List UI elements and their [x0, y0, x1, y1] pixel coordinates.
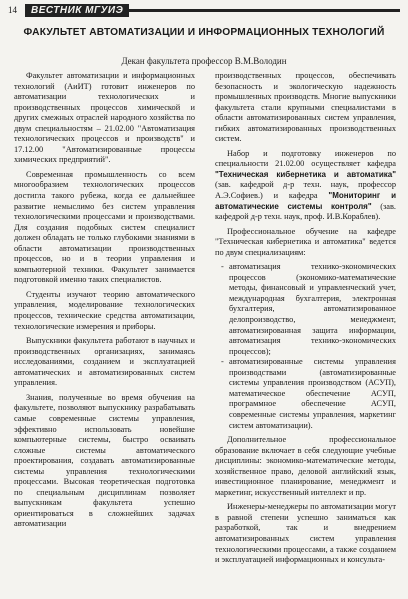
paragraph: Современная промышленность со всем многообразием технологических процессов достигла такого рубежа, когда ее дальнейшее развитие немыслимо без систем управления технологическими процессами и производствами. Для создания подобных систем специалист должен обладать не только глубокими знаниями в области автоматизации производственных процессов, но и в теории управления и компьютерной техники. Факультет занимается подготовкой именно таких специалистов.	[14, 169, 195, 285]
left-column	[14, 71, 195, 597]
paragraph: Студенты изучают теорию автоматического управления, моделирование технологических процессов, технические средства автоматизации, технологические измерения и приборы.	[14, 289, 195, 331]
text-run: (зав. кафедрой д-р техн. наук, профессор А.Э.Софиев.) и кафедра	[215, 180, 396, 201]
paragraph: Дополнительное профессиональное образование включает в себя следующие учебные дисциплины: экономико-математические методы, хозяйственное право, деловой английский язык, инвестиционное планирование, менеджмент и маркетинг, искусственный интеллект и пр.	[215, 435, 396, 497]
paragraph: Инженеры-менеджеры по автоматизации могут в равной степени успешно заниматься как разработкой, так и внедрением автоматизированных систем управления технологическими процессами, а также созданием и эксплуатацией информационных и консульта-	[215, 502, 396, 565]
journal-header	[8, 3, 400, 17]
paragraph: Выпускники факультета работают в научных и производственных организациях, занимаясь исследованиями, созданием и эксплуатацией автоматических и автоматизированных систем управления.	[14, 336, 195, 388]
article-dean-line: Декан факультета профессор В.М.Володин	[121, 56, 287, 66]
text-run: (зав. кафедрой д-р техн. наук, проф. И.В.Кораблев).	[215, 201, 396, 222]
list-item: - автоматизированные системы управления производствами (автоматизированные системы управления производством (АСУП), математическое обеспечение АСУП, программное обеспечение АСУП, современные системы управления, маркетинг систем автоматизации).	[229, 357, 396, 431]
specialization-list	[215, 262, 396, 431]
paragraph: Профессиональное обучение на кафедре "Техническая кибернетика и автоматика" ведется по двум специализациям:	[215, 226, 396, 257]
paragraph: Знания, полученные во время обучения на факультете, позволяют выпускнику разрабатывать самые современные системы управления, эффективно использовать новейшие компьютерные системы, быстро осваивать сложные системы автоматического проектирования, создавать автоматизированные системы управления технологическими процессами. Высокая теоретическая подготовка по специальным дисциплинам позволяет выпускникам факультета успешно ориентироваться в сложнейших задачах автоматизации	[14, 392, 195, 529]
page-number: 14	[8, 5, 17, 15]
list-item: - автоматизация технико-экономических процессов (экономико-математические методы, финансовый и управленческий учет, международная бухгалтерия, электронная бухгалтерия, автоматизированное делопроизводство, менеджмент, автоматизированная защита информации, автоматизация технико-экономических процессов);	[229, 262, 396, 357]
department-name: "Техническая кибернетика и автоматика"	[215, 169, 396, 179]
paragraph: Факультет автоматизации и информационных технологий (АиИТ) готовит инженеров по автоматизации технологических и производственных процессов химической и других смежных отраслей народного хозяйства по двум специальностям – 21.02.00 "Автоматизация технологических процессов и производств" и 17.12.00 "Автоматизированные процессы химических предприятий".	[14, 71, 195, 165]
right-column	[215, 71, 396, 597]
article-title: ФАКУЛЬТЕТ АВТОМАТИЗАЦИИ И ИНФОРМАЦИОННЫХ ТЕХНОЛОГИЙ	[23, 27, 385, 38]
text-run: Набор и подготовку инженеров по специальности 21.02.00 осуществляет кафедра	[215, 148, 396, 169]
department-name: "Мониторинг и автоматические системы контроля"	[215, 191, 396, 211]
paragraph: производственных процессов, обеспечивать безопасность и экологическую надежность промышленных производств. Многие выпускники факультета стали крупными специалистами в области автоматизированных систем управления, гибких автоматизированных производственных систем.	[215, 71, 396, 144]
header-rule	[129, 9, 400, 12]
paragraph	[215, 149, 396, 223]
journal-brand: ВЕСТНИК МГУИЭ	[25, 4, 129, 17]
